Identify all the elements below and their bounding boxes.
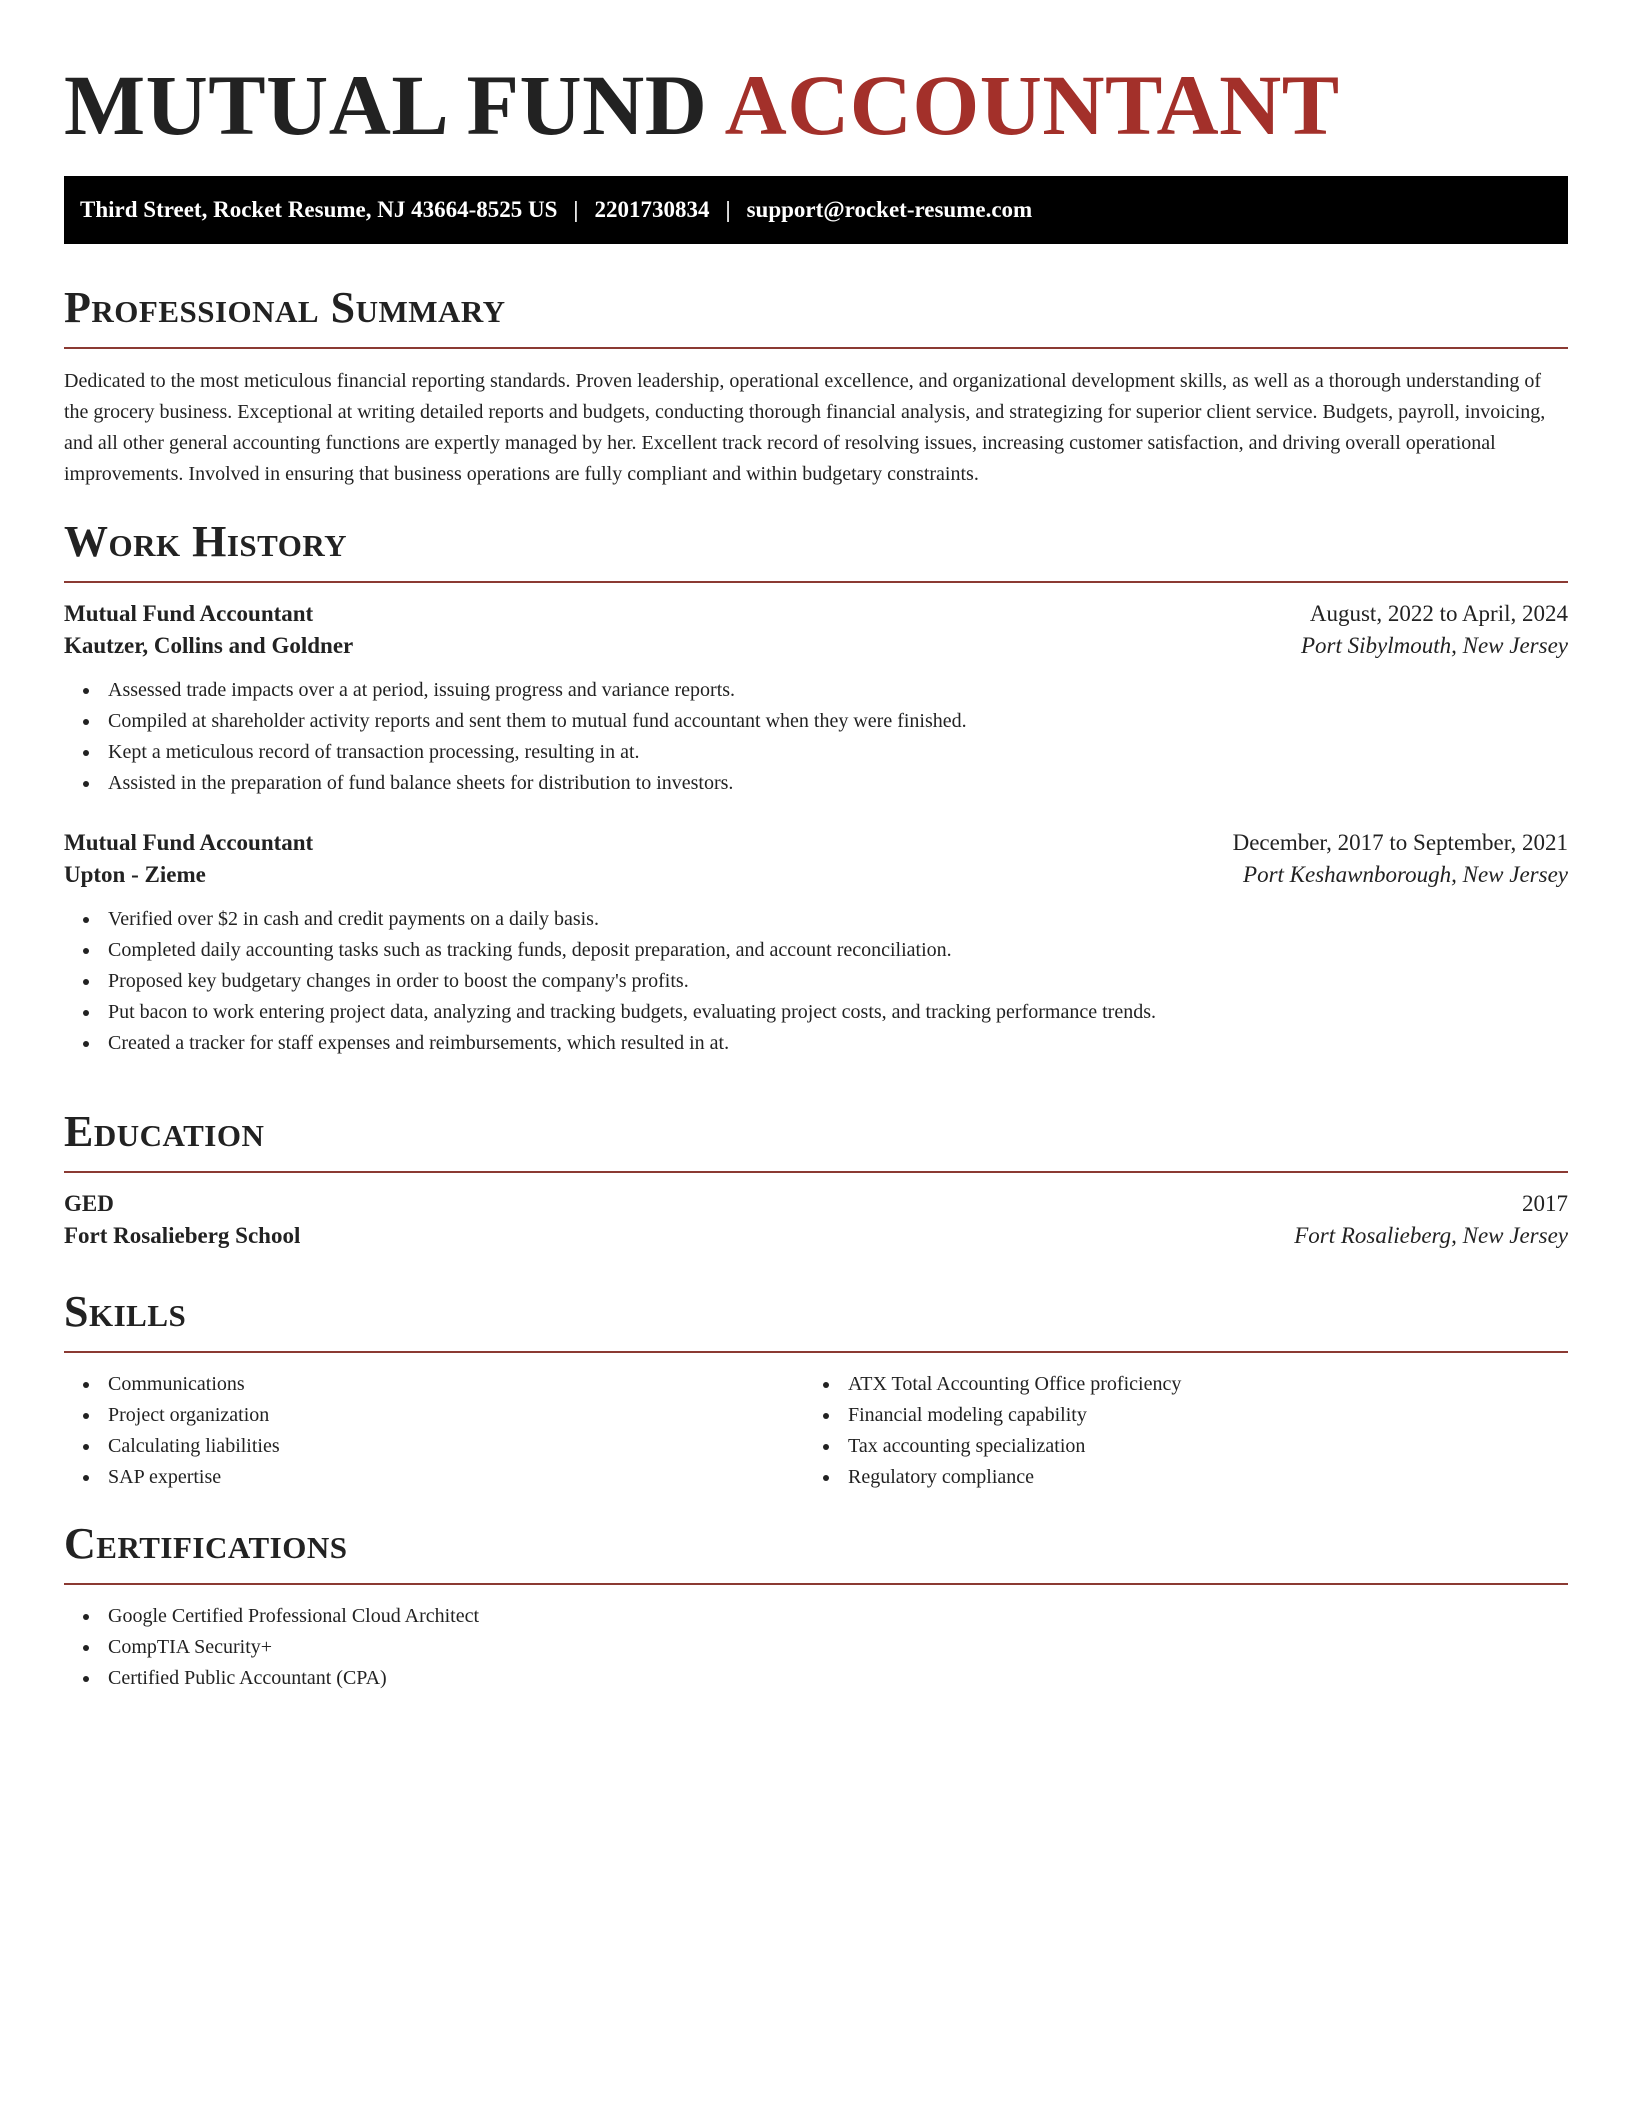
skills-columns: [64, 1369, 1568, 1493]
section-divider: [64, 581, 1568, 583]
section-title: Certifications: [64, 1519, 348, 1568]
list-item: SAP expertise: [64, 1462, 804, 1493]
list-item: Completed daily accounting tasks such as tracking funds, deposit preparation, and account reconciliation.: [64, 935, 1568, 966]
job-role: Mutual Fund Accountant: [64, 830, 314, 855]
summary-section: [64, 282, 1568, 490]
list-item: Calculating liabilities: [64, 1431, 804, 1462]
job-header-row: [64, 830, 1568, 856]
list-item: Assisted in the preparation of fund balance sheets for distribution to investors.: [64, 768, 1568, 799]
job-entry: [64, 830, 1568, 1059]
education-location: Fort Rosalieberg, New Jersey: [1294, 1223, 1568, 1248]
list-item: Certified Public Accountant (CPA): [64, 1663, 1568, 1694]
contact-separator: |: [725, 197, 731, 222]
section-divider: [64, 1171, 1568, 1173]
section-divider: [64, 347, 1568, 349]
name-main: MUTUAL FUND: [64, 57, 708, 153]
contact-email: support@rocket-resume.com: [746, 197, 1033, 222]
education-school-row: [64, 1223, 1568, 1249]
job-bullets: [64, 904, 1568, 1059]
job-entry: [64, 601, 1568, 799]
list-item: Compiled at shareholder activity reports and sent them to mutual fund accountant when they were finished.: [64, 706, 1568, 737]
education-degree: GED: [64, 1191, 114, 1216]
contact-address: Third Street, Rocket Resume, NJ 43664-8525 US: [80, 197, 558, 222]
job-dates: December, 2017 to September, 2021: [1232, 830, 1568, 855]
list-item: ATX Total Accounting Office proficiency: [804, 1369, 1544, 1400]
section-title: Work History: [64, 517, 348, 566]
work-history-section: [64, 516, 1568, 1059]
job-bullets: [64, 675, 1568, 799]
list-item: Put bacon to work entering project data, analyzing and tracking budgets, evaluating project costs, and tracking performance trends.: [64, 997, 1568, 1028]
section-title: Professional Summary: [64, 283, 506, 332]
education-header-row: [64, 1191, 1568, 1217]
education-section: [64, 1106, 1568, 1249]
list-item: Assessed trade impacts over a at period, issuing progress and variance reports.: [64, 675, 1568, 706]
list-item: Created a tracker for staff expenses and reimbursements, which resulted in at.: [64, 1028, 1568, 1059]
section-divider: [64, 1583, 1568, 1585]
list-item: Verified over $2 in cash and credit payments on a daily basis.: [64, 904, 1568, 935]
job-role: Mutual Fund Accountant: [64, 601, 314, 626]
resume-name-heading: [64, 55, 1340, 155]
list-item: CompTIA Security+: [64, 1632, 1568, 1663]
contact-phone: 2201730834: [594, 197, 710, 222]
job-company-row: [64, 633, 1568, 659]
job-location: Port Sibylmouth, New Jersey: [1300, 633, 1568, 658]
skills-right-column: [804, 1369, 1544, 1493]
contact-separator: |: [573, 197, 579, 222]
list-item: Communications: [64, 1369, 804, 1400]
job-company: Upton - Zieme: [64, 862, 206, 887]
contact-bar: [64, 176, 1568, 244]
skills-left-column: [64, 1369, 804, 1493]
job-header-row: [64, 601, 1568, 627]
section-title: Education: [64, 1107, 265, 1156]
education-year: 2017: [1522, 1191, 1568, 1216]
job-dates: August, 2022 to April, 2024: [1309, 601, 1568, 626]
section-divider: [64, 1351, 1568, 1353]
skills-section: [64, 1286, 1568, 1493]
certifications-section: [64, 1518, 1568, 1694]
job-location: Port Keshawnborough, New Jersey: [1243, 862, 1568, 887]
job-company: Kautzer, Collins and Goldner: [64, 633, 354, 658]
list-item: Project organization: [64, 1400, 804, 1431]
list-item: Tax accounting specialization: [804, 1431, 1544, 1462]
list-item: Kept a meticulous record of transaction processing, resulting in at.: [64, 737, 1568, 768]
education-school: Fort Rosalieberg School: [64, 1223, 301, 1248]
list-item: Financial modeling capability: [804, 1400, 1544, 1431]
certifications-list: [64, 1601, 1568, 1694]
list-item: Google Certified Professional Cloud Architect: [64, 1601, 1568, 1632]
summary-text: Dedicated to the most meticulous financial reporting standards. Proven leadership, operational excellence, and organizational development skills, as well as a thorough understanding of the grocery business. Exceptional at writing detailed reports and budgets, conducting thorough financial analysis, and strategizing for superior client service. Budgets, payroll, invoicing, and all other general accounting functions are expertly managed by her. Excellent track record of resolving issues, increasing customer satisfaction, and driving overall operational improvements. Involved in ensuring that business operations are fully compliant and within budgetary constraints.: [64, 370, 1546, 485]
section-title: Skills: [64, 1287, 187, 1336]
list-item: Regulatory compliance: [804, 1462, 1544, 1493]
job-company-row: [64, 862, 1568, 888]
name-accent: ACCOUNTANT: [724, 57, 1340, 153]
list-item: Proposed key budgetary changes in order to boost the company's profits.: [64, 966, 1568, 997]
